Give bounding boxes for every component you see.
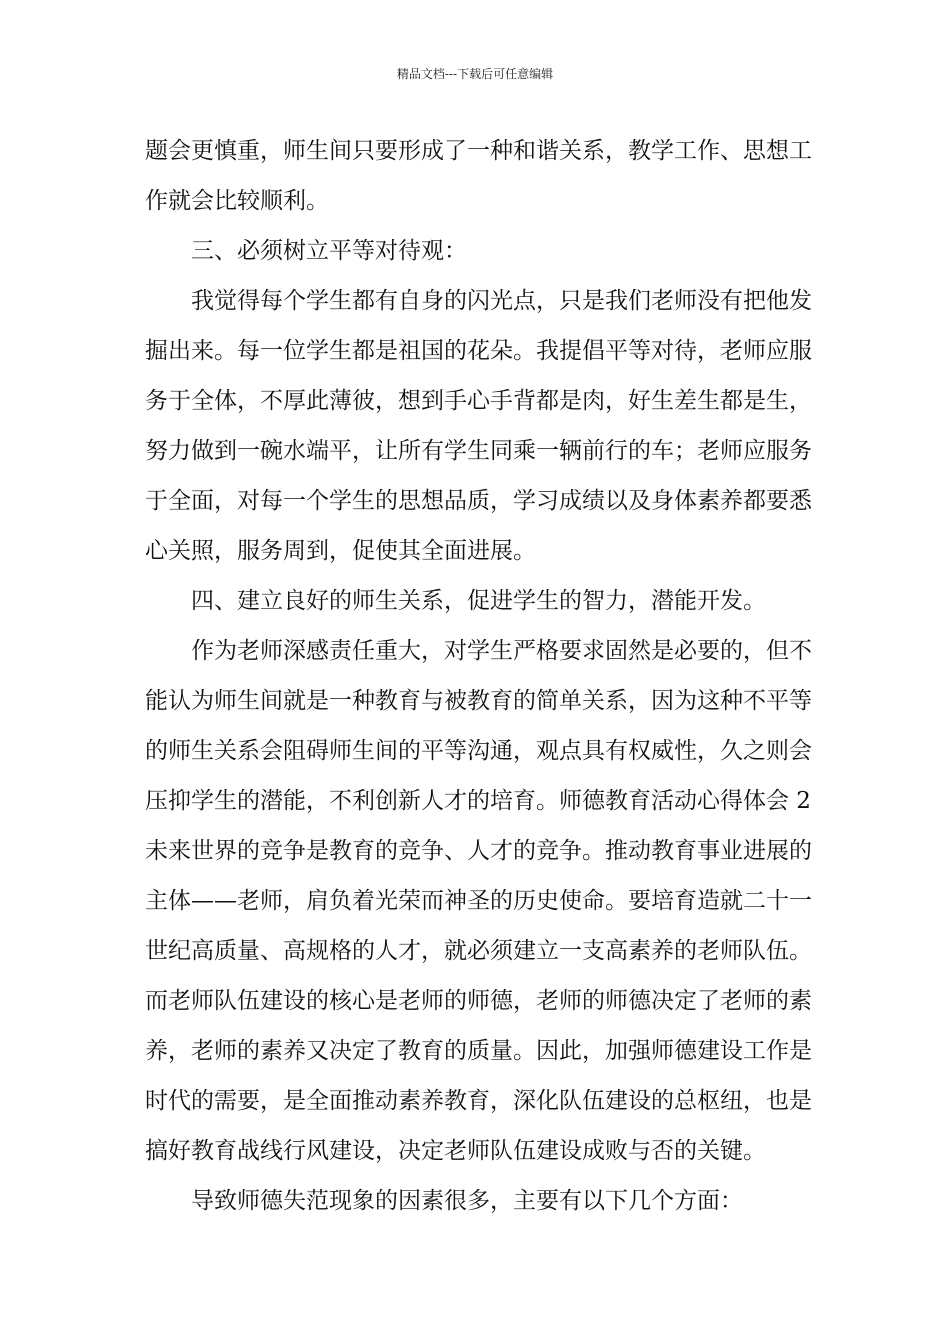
text-line: 作为老师深感责任重大，对学生严格要求固然是必要的，但不 bbox=[191, 638, 812, 664]
text-line: 于全面，对每一个学生的思想品质，学习成绩以及身体素养都要悉 bbox=[145, 488, 812, 514]
text-line: 未来世界的竞争是教育的竞争、人才的竞争。推动教育事业进展的 bbox=[145, 838, 812, 864]
text-line: 我觉得每个学生都有自身的闪光点，只是我们老师没有把他发 bbox=[191, 288, 812, 314]
text-line: 导致师德失范现象的因素很多，主要有以下几个方面： bbox=[191, 1188, 743, 1214]
text-line: 努力做到一碗水端平，让所有学生同乘一辆前行的车；老师应服务 bbox=[145, 438, 812, 464]
text-line: 世纪高质量、高规格的人才，就必须建立一支高素养的老师队伍。 bbox=[145, 938, 812, 964]
text-line: 务于全体，不厚此薄彼，想到手心手背都是肉，好生差生都是生， bbox=[145, 388, 812, 414]
text-line: 压抑学生的潜能，不利创新人才的培育。师德教育活动心得体会 2 bbox=[145, 788, 811, 814]
text-line: 的师生关系会阻碍师生间的平等沟通，观点具有权威性，久之则会 bbox=[145, 738, 812, 764]
text-line: 搞好教育战线行风建设，决定老师队伍建设成败与否的关键。 bbox=[145, 1138, 766, 1164]
text-line: 主体——老师，肩负着光荣而神圣的历史使命。要培育造就二十一 bbox=[145, 888, 812, 914]
text-line: 能认为师生间就是一种教育与被教育的简单关系，因为这种不平等 bbox=[145, 688, 812, 714]
text-line: 掘出来。每一位学生都是祖国的花朵。我提倡平等对待，老师应服 bbox=[145, 338, 812, 364]
document-body bbox=[145, 126, 812, 1226]
text-line: 养，老师的素养又决定了教育的质量。因此，加强师德建设工作是 bbox=[145, 1038, 812, 1064]
text-line: 题会更慎重，师生间只要形成了一种和谐关系，教学工作、思想工 bbox=[145, 138, 812, 164]
text-line: 心关照，服务周到，促使其全面进展。 bbox=[145, 538, 536, 564]
page-header: 精品文档---下载后可任意编辑 bbox=[396, 67, 554, 81]
section-heading: 三、必须树立平等对待观： bbox=[191, 238, 467, 264]
section-heading: 四、建立良好的师生关系，促进学生的智力，潜能开发。 bbox=[191, 588, 766, 614]
text-line: 而老师队伍建设的核心是老师的师德，老师的师德决定了老师的素 bbox=[145, 988, 812, 1014]
text-line: 作就会比较顺利。 bbox=[145, 188, 329, 214]
text-line: 时代的需要，是全面推动素养教育，深化队伍建设的总枢纽，也是 bbox=[145, 1088, 812, 1114]
